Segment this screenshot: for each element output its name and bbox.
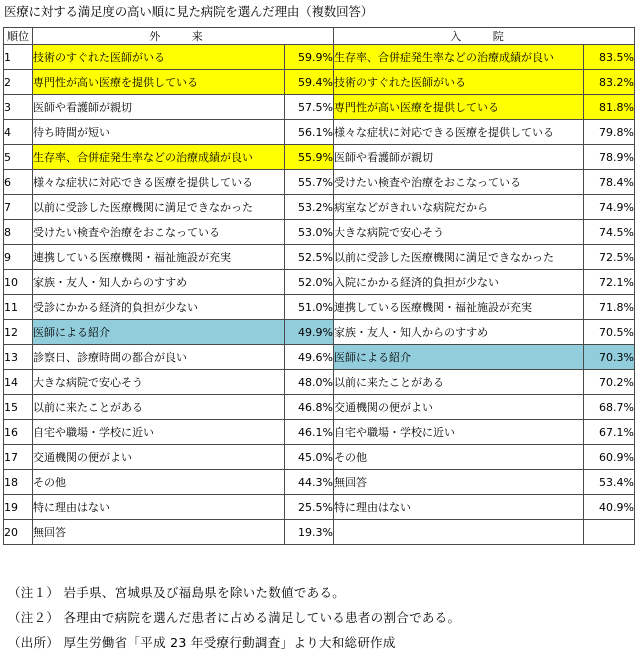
- rank-cell: 5: [4, 145, 33, 170]
- inpatient-pct: 40.9%: [584, 495, 635, 520]
- table-row: [4, 470, 635, 495]
- table-row: [4, 445, 635, 470]
- table-row: [4, 520, 635, 545]
- inpatient-reason: 生存率、合併症発生率などの治療成績が良い: [334, 45, 584, 70]
- inpatient-reason: 無回答: [334, 470, 584, 495]
- inpatient-reason: 受けたい検査や治療をおこなっている: [334, 170, 584, 195]
- inpatient-reason: 自宅や職場・学校に近い: [334, 420, 584, 445]
- outpatient-reason: 無回答: [33, 520, 285, 545]
- table-row: [4, 295, 635, 320]
- inpatient-reason: [334, 520, 584, 545]
- note-1: （注１） 岩手県、宮城県及び福島県を除いた数値である。: [8, 585, 346, 600]
- inpatient-pct: 79.8%: [584, 120, 635, 145]
- outpatient-reason: 医師による紹介: [33, 320, 285, 345]
- outpatient-pct: 57.5%: [285, 95, 334, 120]
- inpatient-reason: 医師や看護師が親切: [334, 145, 584, 170]
- rank-cell: 1: [4, 45, 33, 70]
- outpatient-pct: 52.5%: [285, 245, 334, 270]
- inpatient-pct: 60.9%: [584, 445, 635, 470]
- inpatient-reason: 専門性が高い医療を提供している: [334, 95, 584, 120]
- rank-cell: 8: [4, 220, 33, 245]
- outpatient-pct: 56.1%: [285, 120, 334, 145]
- inpatient-pct: 68.7%: [584, 395, 635, 420]
- inpatient-pct: 67.1%: [584, 420, 635, 445]
- rank-cell: 10: [4, 270, 33, 295]
- rank-cell: 15: [4, 395, 33, 420]
- inpatient-pct: 81.8%: [584, 95, 635, 120]
- table-row: [4, 420, 635, 445]
- table-row: [4, 270, 635, 295]
- outpatient-pct: 55.9%: [285, 145, 334, 170]
- inpatient-pct: 70.5%: [584, 320, 635, 345]
- outpatient-reason: 以前に来たことがある: [33, 395, 285, 420]
- inpatient-pct: 72.1%: [584, 270, 635, 295]
- table-row: [4, 70, 635, 95]
- outpatient-reason: 生存率、合併症発生率などの治療成績が良い: [33, 145, 285, 170]
- outpatient-pct: 45.0%: [285, 445, 334, 470]
- inpatient-reason: 交通機関の便がよい: [334, 395, 584, 420]
- rank-cell: 18: [4, 470, 33, 495]
- outpatient-reason: 以前に受診した医療機関に満足できなかった: [33, 195, 285, 220]
- outpatient-reason: 家族・友人・知人からのすすめ: [33, 270, 285, 295]
- table-row: [4, 95, 635, 120]
- rank-cell: 14: [4, 370, 33, 395]
- inpatient-reason: 特に理由はない: [334, 495, 584, 520]
- outpatient-reason: 交通機関の便がよい: [33, 445, 285, 470]
- inpatient-pct: 74.5%: [584, 220, 635, 245]
- outpatient-pct: 59.9%: [285, 45, 334, 70]
- inpatient-reason: 以前に来たことがある: [334, 370, 584, 395]
- inpatient-pct: 83.2%: [584, 70, 635, 95]
- outpatient-pct: 59.4%: [285, 70, 334, 95]
- inpatient-reason: 家族・友人・知人からのすすめ: [334, 320, 584, 345]
- inpatient-reason: 技術のすぐれた医師がいる: [334, 70, 584, 95]
- outpatient-reason: 大きな病院で安心そう: [33, 370, 285, 395]
- inpatient-pct: [584, 520, 635, 545]
- inpatient-reason: その他: [334, 445, 584, 470]
- inpatient-reason: 大きな病院で安心そう: [334, 220, 584, 245]
- outpatient-reason: 連携している医療機関・福祉施設が充実: [33, 245, 285, 270]
- outpatient-pct: 25.5%: [285, 495, 334, 520]
- rank-cell: 19: [4, 495, 33, 520]
- outpatient-pct: 19.3%: [285, 520, 334, 545]
- inpatient-reason: 病室などがきれいな病院だから: [334, 195, 584, 220]
- table-row: [4, 45, 635, 70]
- page-title: 医療に対する満足度の高い順に見た病院を選んだ理由（複数回答）: [4, 4, 374, 19]
- inpatient-reason: 連携している医療機関・福祉施設が充実: [334, 295, 584, 320]
- outpatient-pct: 53.2%: [285, 195, 334, 220]
- table-row: [4, 320, 635, 345]
- table-row: [4, 220, 635, 245]
- outpatient-reason: 技術のすぐれた医師がいる: [33, 45, 285, 70]
- inpatient-header: 入 院: [334, 28, 635, 45]
- rank-cell: 9: [4, 245, 33, 270]
- outpatient-reason: その他: [33, 470, 285, 495]
- inpatient-reason: 様々な症状に対応できる医療を提供している: [334, 120, 584, 145]
- outpatient-pct: 53.0%: [285, 220, 334, 245]
- inpatient-pct: 74.9%: [584, 195, 635, 220]
- inpatient-reason: 以前に受診した医療機関に満足できなかった: [334, 245, 584, 270]
- outpatient-reason: 受診にかかる経済的負担が少ない: [33, 295, 285, 320]
- rank-cell: 12: [4, 320, 33, 345]
- rank-cell: 13: [4, 345, 33, 370]
- inpatient-pct: 71.8%: [584, 295, 635, 320]
- note-2: （注２） 各理由で病院を選んだ患者に占める満足している患者の割合である。: [8, 610, 461, 625]
- outpatient-pct: 52.0%: [285, 270, 334, 295]
- outpatient-reason: 受けたい検査や治療をおこなっている: [33, 220, 285, 245]
- inpatient-pct: 78.9%: [584, 145, 635, 170]
- outpatient-pct: 55.7%: [285, 170, 334, 195]
- rank-cell: 2: [4, 70, 33, 95]
- outpatient-reason: 特に理由はない: [33, 495, 285, 520]
- rank-cell: 17: [4, 445, 33, 470]
- rank-cell: 16: [4, 420, 33, 445]
- inpatient-pct: 83.5%: [584, 45, 635, 70]
- inpatient-pct: 70.2%: [584, 370, 635, 395]
- table-row: [4, 145, 635, 170]
- rank-cell: 4: [4, 120, 33, 145]
- table-row: [4, 170, 635, 195]
- outpatient-pct: 49.9%: [285, 320, 334, 345]
- rank-cell: 7: [4, 195, 33, 220]
- inpatient-pct: 70.3%: [584, 345, 635, 370]
- table-row: [4, 495, 635, 520]
- outpatient-pct: 46.1%: [285, 420, 334, 445]
- rank-cell: 6: [4, 170, 33, 195]
- outpatient-header: 外 来: [33, 28, 334, 45]
- table-row: [4, 395, 635, 420]
- outpatient-reason: 待ち時間が短い: [33, 120, 285, 145]
- table-header-row: [4, 28, 635, 45]
- outpatient-reason: 自宅や職場・学校に近い: [33, 420, 285, 445]
- table-row: [4, 245, 635, 270]
- outpatient-pct: 49.6%: [285, 345, 334, 370]
- source-note: （出所） 厚生労働省「平成 23 年受療行動調査」より大和総研作成: [8, 635, 396, 650]
- rank-cell: 11: [4, 295, 33, 320]
- inpatient-pct: 53.4%: [584, 470, 635, 495]
- rank-header: 順位: [4, 28, 33, 45]
- rank-cell: 3: [4, 95, 33, 120]
- inpatient-pct: 78.4%: [584, 170, 635, 195]
- rank-cell: 20: [4, 520, 33, 545]
- outpatient-pct: 44.3%: [285, 470, 334, 495]
- table-row: [4, 120, 635, 145]
- table-row: [4, 345, 635, 370]
- inpatient-pct: 72.5%: [584, 245, 635, 270]
- outpatient-reason: 医師や看護師が親切: [33, 95, 285, 120]
- inpatient-reason: 医師による紹介: [334, 345, 584, 370]
- table-row: [4, 195, 635, 220]
- outpatient-reason: 様々な症状に対応できる医療を提供している: [33, 170, 285, 195]
- satisfaction-table: [3, 27, 635, 545]
- inpatient-reason: 入院にかかる経済的負担が少ない: [334, 270, 584, 295]
- outpatient-pct: 46.8%: [285, 395, 334, 420]
- table-row: [4, 370, 635, 395]
- outpatient-pct: 51.0%: [285, 295, 334, 320]
- outpatient-pct: 48.0%: [285, 370, 334, 395]
- outpatient-reason: 専門性が高い医療を提供している: [33, 70, 285, 95]
- outpatient-reason: 診察日、診療時間の都合が良い: [33, 345, 285, 370]
